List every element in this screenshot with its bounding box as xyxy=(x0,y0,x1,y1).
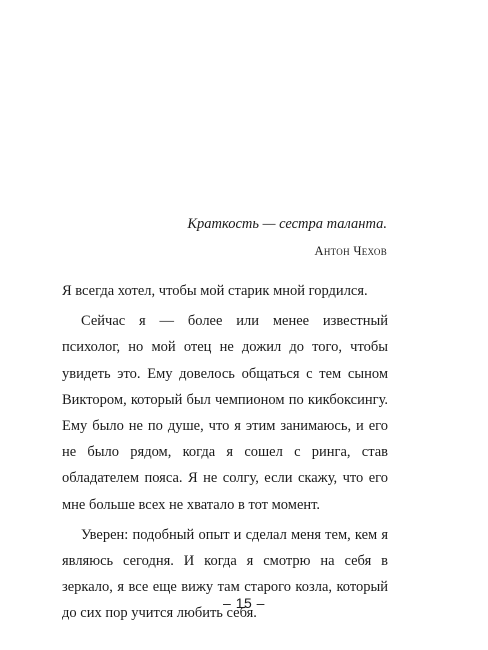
body-text xyxy=(62,278,388,627)
epigraph-quote: Краткость — сестра таланта. xyxy=(187,216,387,232)
paragraph-3: Уверен: подобный опыт и сделал меня тем, кем я являюсь сегодня. И когда я смотрю на себя в зеркало, я все еще вижу там старого козла, который до сих пор учится любить себя. xyxy=(62,526,388,622)
epigraph-author: Антон Чехов xyxy=(314,244,387,258)
paragraph-1: Я всегда хотел, чтобы мой старик мной гордился. xyxy=(62,283,368,299)
paragraph-2: Сейчас я — более или менее известный психолог, но мой отец не дожил до того, чтобы увидеть это. Ему довелось общаться с тем сыном Виктором, который был чемпионом по кикбоксингу. Ему было не по душе, что я этим занимаюсь, и его не было рядом, когда я сошел с ринга, став обладателем пояса. Я не солгу, если скажу, что его мне больше всех не хватало в тот момент. xyxy=(62,313,388,513)
epigraph xyxy=(187,214,387,260)
page-number: – 15 – xyxy=(223,595,265,611)
